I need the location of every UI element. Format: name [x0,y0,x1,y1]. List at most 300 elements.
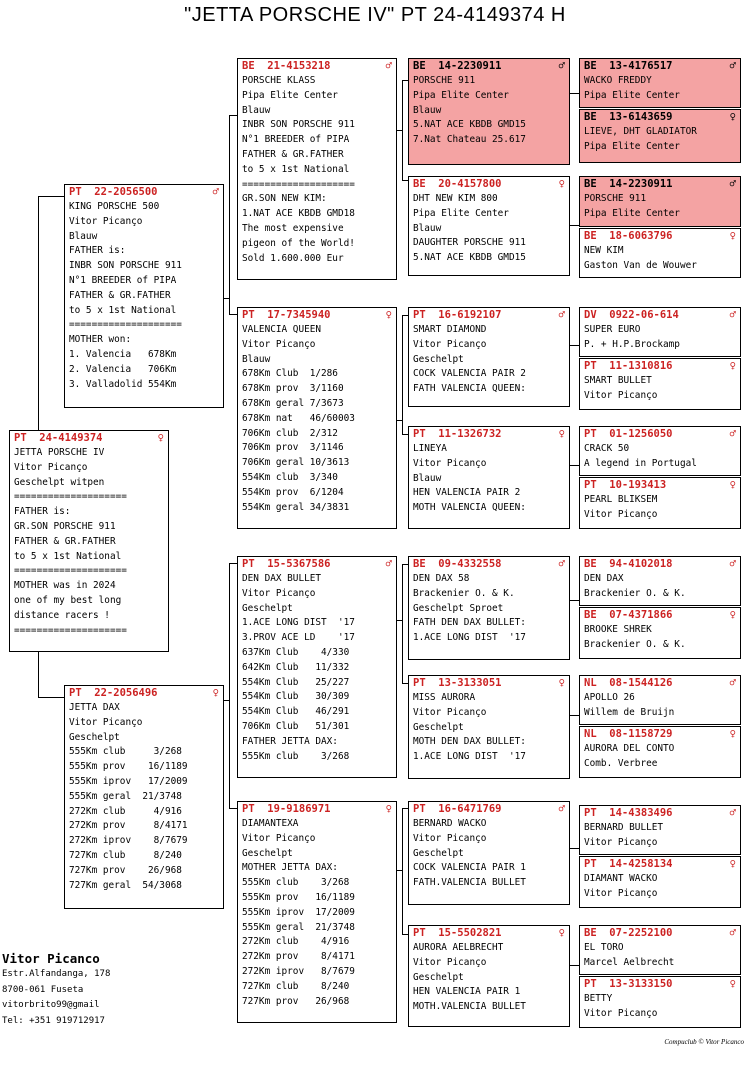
pigeon-name: APOLLO 26 [584,692,635,703]
pedigree-info-line: 272Km club 4/916 [242,936,350,948]
pedigree-info-line: 555Km iprov 17/2009 [69,775,188,787]
ring-number: PT 15-5502821 [413,927,502,939]
ring-number-header [580,557,740,572]
ring-number: PT 14-4258134 [584,858,673,870]
pedigree-info-line: 727Km club 8/240 [242,980,350,992]
pedigree-info-line: Pipa Elite Center [413,89,509,101]
pigeon-name: DEN DAX BULLET [242,573,322,584]
pedigree-info-line: Geschelpt [242,602,293,614]
pedigree-info-line: MOTH VALENCIA QUEEN: [413,502,526,514]
pedigree-info-line: FATH VALENCIA QUEEN: [413,383,526,395]
pedigree-info-line: FATHER & GR.FATHER [69,289,171,301]
pedigree-info-line: Geschelpt Sproet [413,602,504,614]
great-grandparent-card [579,925,741,975]
male-symbol-icon: ♂ [385,558,392,570]
female-symbol-icon: ♀ [729,609,736,621]
sire-dam-dam-card [408,426,570,529]
pedigree-info-line: 1.NAT ACE KBDB GMD18 [242,208,355,220]
connector-line [229,563,230,809]
female-symbol-icon: ♀ [729,360,736,372]
connector-line [396,130,403,131]
pedigree-info-line: Brackenier O. & K. [413,587,515,599]
pedigree-info-line: 727Km club 8/240 [69,849,182,861]
pedigree-info-line: Vitor Picanço [242,587,316,599]
pedigree-info-line: P. + H.P.Brockamp [584,338,680,350]
pedigree-title: "JETTA PORSCHE IV" PT 24-4149374 H [184,4,566,26]
connector-line [396,620,403,621]
ring-number: BE 18-6063796 [584,230,673,242]
pedigree-info-line: to 5 x 1st National [14,550,122,562]
female-symbol-icon: ♀ [385,803,392,815]
ring-number-header [238,557,396,572]
sire-sire-sire-card [408,58,570,165]
pedigree-info-line: Brackenier O. & K. [584,638,686,650]
great-grandparent-card [579,176,741,227]
owner-phone: Tel: +351 919712917 [2,1015,105,1026]
connector-line [229,115,237,116]
male-symbol-icon: ♂ [729,677,736,689]
pedigree-info-line: Vitor Picanço [584,389,658,401]
great-grandparent-card [579,675,741,725]
pedigree-info-line: FATH DEN DAX BULLET: [413,617,526,629]
pedigree-info-line: 1.ACE LONG DIST '17 [413,632,526,644]
pedigree-info-line: 555Km iprov 17/2009 [242,906,355,918]
pedigree-info-line: Vitor Picanço [413,338,487,350]
pigeon-name: DHT NEW KIM 800 [413,193,498,204]
pedigree-info-line: Vitor Picanço [14,461,88,473]
footer-credit: Compuclub © Vitor Picanco [664,1038,744,1046]
pedigree-info-line: one of my best long [14,594,122,606]
pedigree-info-line: Willem de Bruijn [584,706,675,718]
male-symbol-icon: ♂ [729,178,736,190]
pedigree-info-line: 1.ACE LONG DIST '17 [413,751,526,763]
owner-email: vitorbrito99@gmail [2,1000,100,1010]
female-symbol-icon: ♀ [558,178,565,190]
pedigree-info-line: 555Km prov 16/1189 [69,761,188,773]
female-symbol-icon: ♀ [385,309,392,321]
pigeon-name: AURORA AELBRECHT [413,942,504,953]
pedigree-info-line: 706Km club 2/312 [242,427,338,439]
ring-number-header [409,926,569,941]
ring-number: PT 13-3133051 [413,677,502,689]
pigeon-name: PORSCHE KLASS [242,75,316,86]
pedigree-info-line: FATHER & GR.FATHER [14,535,116,547]
pedigree-info-line: 554Km club 3/340 [242,471,338,483]
pedigree-info-line: 555Km club 3/268 [242,877,350,889]
great-grandparent-card [579,477,741,529]
pedigree-info-line: 7.Nat Chateau 25.617 [413,134,526,146]
ring-number-header [409,676,569,691]
sire-card [64,184,224,408]
ring-number: PT 16-6192107 [413,309,502,321]
ring-number: BE 14-2230911 [584,178,673,190]
pedigree-info-line: Pipa Elite Center [584,89,680,101]
pedigree-info-line: Vitor Picanço [584,836,658,848]
ring-number-header [580,59,740,74]
pedigree-info-line: 706Km geral 10/3613 [242,457,350,469]
pedigree-info-line: GR.SON NEW KIM: [242,193,327,205]
pigeon-name: PORSCHE 911 [413,75,476,86]
male-symbol-icon: ♂ [558,309,565,321]
male-symbol-icon: ♂ [558,60,565,72]
pedigree-info-line: INBR SON PORSCHE 911 [69,260,182,272]
male-symbol-icon: ♂ [385,60,392,72]
male-symbol-icon: ♂ [558,803,565,815]
pedigree-info-line: COCK VALENCIA PAIR 1 [413,862,526,874]
ring-number: BE 21-4153218 [242,60,331,72]
pedigree-info-line: distance racers ! [14,609,110,621]
pedigree-info-line: Geschelpt [242,847,293,859]
connector-line [229,563,237,564]
female-symbol-icon: ♀ [729,728,736,740]
pedigree-info-line: 678Km nat 46/60003 [242,412,355,424]
pedigree-info-line: 272Km iprov 8/7679 [242,965,355,977]
pedigree-info-line: Vitor Picanço [413,457,487,469]
pedigree-info-line: DAUGHTER PORSCHE 911 [413,237,526,249]
pigeon-name: BROOKE SHREK [584,624,652,635]
pedigree-info-line: N°1 BREEDER of PIPA [69,274,177,286]
pedigree-info-line: Pipa Elite Center [584,207,680,219]
pedigree-info-line: Comb. Verbree [584,757,658,769]
pedigree-info-line: 554Km Club 25/227 [242,676,350,688]
ring-number: PT 19-9186971 [242,803,331,815]
great-grandparent-card [579,556,741,606]
pedigree-info-line: The most expensive [242,222,344,234]
pedigree-info-line: ==================== [14,491,127,503]
great-grandparent-card [579,426,741,476]
pedigree-info-line: Vitor Picanço [413,956,487,968]
pedigree-info-line: 1.ACE LONG DIST '17 [242,617,355,629]
ring-number: PT 17-7345940 [242,309,331,321]
ring-number-header [580,977,740,992]
pedigree-info-line: 1. Valencia 678Km [69,348,177,360]
connector-line [229,314,237,315]
great-grandparent-card [579,358,741,410]
pigeon-name: DIAMANT WACKO [584,873,658,884]
pedigree-info-line: pigeon of the World! [242,237,355,249]
pedigree-info-line: Vitor Picanço [413,706,487,718]
pigeon-name: JETTA PORSCHE IV [14,447,105,458]
ring-number-header [10,431,168,446]
great-grandparent-card [579,58,741,108]
pigeon-name: PORSCHE 911 [584,193,647,204]
pigeon-name: JETTA DAX [69,702,120,713]
ring-number: BE 13-6143659 [584,111,673,123]
male-symbol-icon: ♂ [729,558,736,570]
female-symbol-icon: ♀ [558,677,565,689]
pigeon-name: DEN DAX 58 [413,573,470,584]
pedigree-info-line: ==================== [69,319,182,331]
dam-card [64,685,224,909]
pedigree-info-line: FATHER & GR.FATHER [242,148,344,160]
pedigree-info-line: 637Km Club 4/330 [242,646,350,658]
ring-number-header [238,308,396,323]
pigeon-name: AURORA DEL CONTO [584,743,675,754]
pedigree-info-line: Vitor Picanço [584,1007,658,1019]
connector-line [38,196,66,197]
pedigree-info-line: 5.NAT ACE KBDB GMD15 [413,252,526,264]
pedigree-info-line: 555Km prov 16/1189 [242,891,355,903]
ring-number: BE 94-4102018 [584,558,673,570]
male-symbol-icon: ♂ [729,60,736,72]
pedigree-info-line: HEN VALENCIA PAIR 2 [413,487,521,499]
male-symbol-icon: ♂ [729,428,736,440]
pigeon-name: VALENCIA QUEEN [242,324,322,335]
great-grandparent-card [579,109,741,163]
pigeon-name: BERNARD WACKO [413,818,487,829]
pedigree-info-line: ==================== [14,624,127,636]
owner-address: Estr.Alfandanga, 178 [2,969,111,979]
pedigree-info-line: Blauw [413,472,442,484]
pedigree-info-line: Geschelpt witpen [14,476,105,488]
connector-line [570,848,579,849]
ring-number: BE 14-2230911 [413,60,502,72]
pedigree-info-line: ==================== [14,565,127,577]
connector-line [570,600,579,601]
sire-dam-sire-card [408,307,570,407]
ring-number-header [409,59,569,74]
pedigree-info-line: 2. Valencia 706Km [69,363,177,375]
ring-number: BE 07-4371866 [584,609,673,621]
pedigree-info-line: Marcel Aelbrecht [584,956,675,968]
pedigree-info-line: 272Km iprov 8/7679 [69,835,188,847]
female-symbol-icon: ♀ [729,858,736,870]
pedigree-info-line: 678Km prov 3/1160 [242,383,344,395]
pedigree-info-line: Pipa Elite Center [242,89,338,101]
pedigree-info-line: 555Km club 3/268 [242,750,350,762]
pedigree-info-line: HEN VALENCIA PAIR 1 [413,986,521,998]
pedigree-info-line: Vitor Picanço [69,215,143,227]
pedigree-info-line: Blauw [413,104,442,116]
pigeon-name: SMART BULLET [584,375,652,386]
pedigree-info-line: 554Km prov 6/1204 [242,486,344,498]
female-symbol-icon: ♀ [729,479,736,491]
ring-number-header [580,308,740,323]
pedigree-info-line: 555Km club 3/268 [69,746,182,758]
ring-number-header [580,806,740,821]
ring-number: BE 13-4176517 [584,60,673,72]
pedigree-info-line: 3. Valladolid 554Km [69,378,177,390]
pedigree-info-line: GR.SON PORSCHE 911 [14,520,116,532]
connector-line [396,420,403,421]
pedigree-info-line: Blauw [413,222,442,234]
pedigree-info-line: 554Km Club 46/291 [242,706,350,718]
ring-number: PT 11-1326732 [413,428,502,440]
dam-dam-card [237,801,397,1023]
pedigree-info-line: MOTHER was in 2024 [14,580,116,592]
pedigree-info-line: 727Km prov 26/968 [69,864,182,876]
ring-number: PT 15-5367586 [242,558,331,570]
pedigree-info-line: Vitor Picanço [242,338,316,350]
pedigree-info-line: 554Km Club 30/309 [242,691,350,703]
ring-number-header [580,857,740,872]
connector-line [229,808,237,809]
male-symbol-icon: ♂ [212,186,219,198]
pigeon-name: DIAMANTEXA [242,818,299,829]
pedigree-info-line: Sold 1.600.000 Eur [242,252,344,264]
ring-number-header [580,177,740,192]
pedigree-info-line: Geschelpt [413,971,464,983]
ring-number-header [580,926,740,941]
dam-dam-dam-card [408,925,570,1027]
female-symbol-icon: ♀ [729,111,736,123]
pedigree-info-line: 642Km Club 11/332 [242,661,350,673]
pedigree-info-line: FATHER JETTA DAX: [242,735,338,747]
female-symbol-icon: ♀ [558,428,565,440]
pedigree-info-line: MOTH.VALENCIA BULLET [413,1001,526,1013]
pedigree-info-line: 3.PROV ACE LD '17 [242,632,355,644]
female-symbol-icon: ♀ [558,927,565,939]
ring-number: PT 22-2056500 [69,186,158,198]
pedigree-info-line: 555Km geral 21/3748 [69,790,182,802]
ring-number-header [409,308,569,323]
pedigree-info-line: ==================== [242,178,355,190]
pedigree-info-line: 555Km geral 21/3748 [242,921,355,933]
female-symbol-icon: ♀ [212,687,219,699]
great-grandparent-card [579,228,741,278]
pedigree-info-line: 678Km geral 7/3673 [242,397,344,409]
pedigree-info-line: 678Km Club 1/286 [242,368,338,380]
ring-number-header [580,427,740,442]
pedigree-info-line: Brackenier O. & K. [584,587,686,599]
pigeon-name: LIEVE, DHT GLADIATOR [584,126,697,137]
pedigree-info-line: Blauw [242,353,271,365]
ring-number-header [580,229,740,244]
male-symbol-icon: ♂ [729,927,736,939]
connector-line [402,564,403,684]
ring-number: PT 24-4149374 [14,432,103,444]
pedigree-info-line: 272Km prov 8/4171 [69,820,188,832]
ring-number: PT 13-3133150 [584,978,673,990]
pigeon-name: BETTY [584,993,613,1004]
pedigree-info-line: to 5 x 1st National [69,304,177,316]
pedigree-info-line: Vitor Picanço [242,832,316,844]
great-grandparent-card [579,726,741,778]
pedigree-info-line: Pipa Elite Center [413,207,509,219]
pedigree-info-line: INBR SON PORSCHE 911 [242,119,355,131]
dam-dam-sire-card [408,801,570,905]
great-grandparent-card [579,976,741,1028]
great-grandparent-card [579,307,741,357]
ring-number-header [65,185,223,200]
pigeon-name: PEARL BLIKSEM [584,494,658,505]
pedigree-info-line: Geschelpt [413,847,464,859]
pedigree-info-line: Vitor Picanço [584,887,658,899]
ring-number: BE 07-2252100 [584,927,673,939]
ring-number: PT 11-1310816 [584,360,673,372]
ring-number-header [580,110,740,125]
great-grandparent-card [579,607,741,659]
female-symbol-icon: ♀ [729,230,736,242]
pedigree-info-line: 272Km prov 8/4171 [242,951,355,963]
ring-number: PT 01-1256050 [584,428,673,440]
connector-line [570,225,579,226]
female-symbol-icon: ♀ [729,978,736,990]
pedigree-info-line: Blauw [69,230,98,242]
pedigree-info-line: FATH.VALENCIA BULLET [413,877,526,889]
pedigree-info-line: 706Km prov 3/1146 [242,442,344,454]
ring-number-header [580,359,740,374]
pedigree-info-line: MOTHER JETTA DAX: [242,862,338,874]
ring-number: NL 08-1544126 [584,677,673,689]
dam-sire-card [237,556,397,778]
pedigree-info-line: MOTHER won: [69,334,132,346]
pedigree-info-line: FATHER is: [69,245,126,257]
pedigree-info-line: 706Km Club 51/301 [242,720,350,732]
connector-line [402,808,403,935]
ring-number-header [409,557,569,572]
pedigree-info-line: 5.NAT ACE KBDB GMD15 [413,119,526,131]
pedigree-info-line: Blauw [242,104,271,116]
connector-line [223,700,230,701]
ring-number: BE 20-4157800 [413,178,502,190]
owner-name: Vitor Picanco [2,951,100,966]
female-symbol-icon: ♀ [157,432,164,444]
pedigree-info-line: COCK VALENCIA PAIR 2 [413,368,526,380]
male-symbol-icon: ♂ [729,807,736,819]
ring-number-header [580,608,740,623]
sire-sire-dam-card [408,176,570,276]
pedigree-info-line: MOTH DEN DAX BULLET: [413,736,526,748]
owner-city: 8700-061 Fuseta [2,984,84,995]
ring-number-header [580,676,740,691]
pigeon-name: DEN DAX [584,573,624,584]
pedigree-info-line: A legend in Portugal [584,457,697,469]
connector-line [396,870,403,871]
pigeon-name: LINEYA [413,443,447,454]
connector-line [570,465,579,466]
great-grandparent-card [579,805,741,855]
ring-number: NL 08-1158729 [584,728,673,740]
pedigree-info-line: Geschelpt [413,721,464,733]
connector-line [402,315,403,435]
male-symbol-icon: ♂ [558,558,565,570]
owner-contact [2,951,110,1029]
ring-number-header [580,478,740,493]
ring-number: PT 14-4383496 [584,807,673,819]
pedigree-info-line: 272Km club 4/916 [69,805,182,817]
pedigree-info-line: Vitor Picanço [69,716,143,728]
dam-sire-dam-card [408,675,570,779]
great-grandparent-card [579,856,741,908]
ring-number: BE 09-4332558 [413,558,502,570]
pigeon-name: SMART DIAMOND [413,324,487,335]
dam-sire-sire-card [408,556,570,660]
pedigree-info-line: Geschelpt [413,353,464,365]
pigeon-name: KING PORSCHE 500 [69,201,160,212]
pigeon-name: MISS AURORA [413,692,476,703]
pedigree-info-line: 554Km geral 34/3831 [242,501,350,513]
ring-number-header [409,427,569,442]
male-symbol-icon: ♂ [729,309,736,321]
ring-number: DV 0922-06-614 [584,309,679,321]
pigeon-name: SUPER EURO [584,324,641,335]
pigeon-name: EL TORO [584,942,624,953]
connector-line [570,345,579,346]
connector-line [570,715,579,716]
connector-line [223,298,230,299]
pedigree-info-line: Vitor Picanço [584,508,658,520]
pedigree-info-line: FATHER is: [14,506,71,518]
ring-number-header [238,802,396,817]
sire-sire-card [237,58,397,280]
ring-number: PT 10-193413 [584,479,667,491]
connector-line [570,965,579,966]
ring-number-header [580,727,740,742]
connector-line [38,196,39,432]
pedigree-info-line: to 5 x 1st National [242,163,350,175]
sire-dam-card [237,307,397,529]
